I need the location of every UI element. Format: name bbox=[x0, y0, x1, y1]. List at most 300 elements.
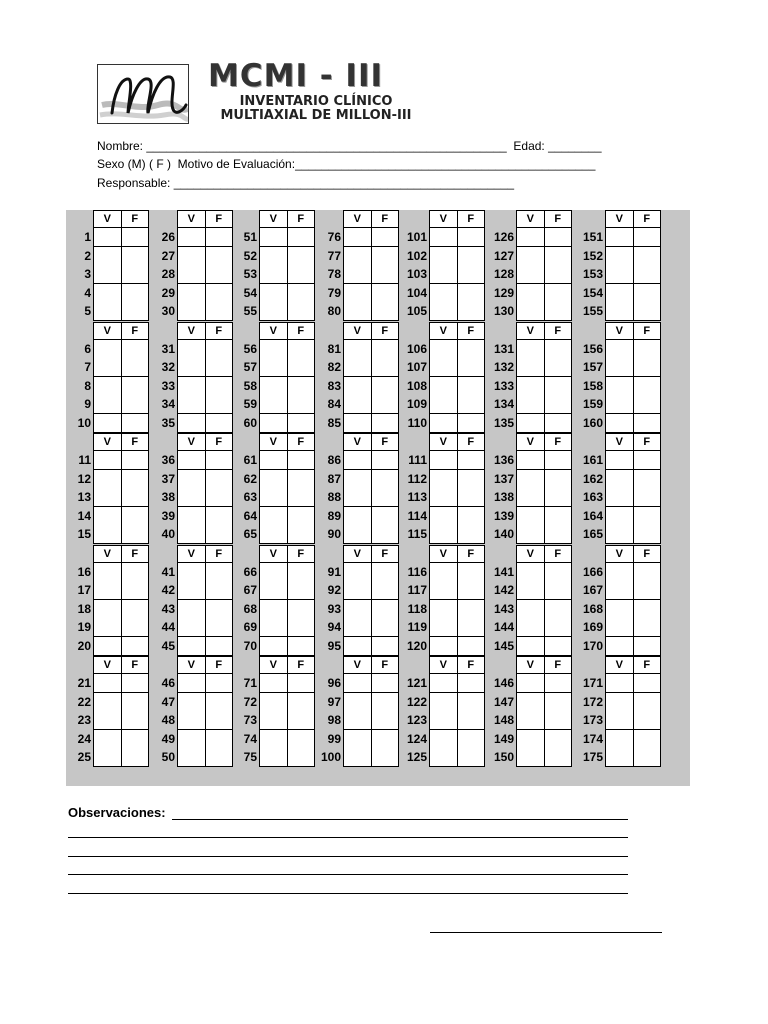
answer-box-v[interactable] bbox=[430, 340, 457, 358]
answer-box-v[interactable] bbox=[517, 247, 544, 265]
answer-box-v[interactable] bbox=[344, 693, 371, 711]
answer-box-v[interactable] bbox=[517, 451, 544, 469]
answer-box-f[interactable] bbox=[633, 600, 661, 618]
answer-box-v[interactable] bbox=[178, 581, 205, 599]
answer-box-f[interactable] bbox=[633, 488, 661, 506]
answer-box-v[interactable] bbox=[94, 451, 121, 469]
answer-box-v[interactable] bbox=[344, 247, 371, 265]
answer-box-v[interactable] bbox=[260, 637, 287, 655]
answer-box-v[interactable] bbox=[430, 711, 457, 729]
answer-box-v[interactable] bbox=[344, 563, 371, 581]
item-number: 49 bbox=[161, 731, 175, 746]
answer-box-f[interactable] bbox=[544, 563, 572, 581]
answer-box-v[interactable] bbox=[517, 730, 544, 748]
answer-box-v[interactable] bbox=[606, 488, 633, 506]
answer-box-v[interactable] bbox=[344, 284, 371, 302]
answer-box-v[interactable] bbox=[344, 600, 371, 618]
item-number: 141 bbox=[493, 564, 514, 579]
answer-box-v[interactable] bbox=[430, 600, 457, 618]
answer-box-v[interactable] bbox=[430, 247, 457, 265]
answer-box-v[interactable] bbox=[430, 414, 457, 432]
column-v-label: V bbox=[187, 324, 195, 337]
answer-box-v[interactable] bbox=[517, 284, 544, 302]
answer-box-v[interactable] bbox=[517, 395, 544, 413]
answer-box-v[interactable] bbox=[178, 284, 205, 302]
item-number: 28 bbox=[161, 267, 175, 281]
answer-box-f[interactable] bbox=[544, 395, 572, 413]
answer-box-v[interactable] bbox=[606, 302, 633, 320]
answer-box-v[interactable] bbox=[178, 618, 205, 636]
answer-box-v[interactable] bbox=[344, 488, 371, 506]
answer-box-v[interactable] bbox=[517, 302, 544, 320]
answer-box-v[interactable] bbox=[517, 637, 544, 655]
answer-box-v[interactable] bbox=[260, 581, 287, 599]
vf-header bbox=[429, 656, 485, 674]
answer-box-v[interactable] bbox=[430, 284, 457, 302]
item-number: 165 bbox=[582, 527, 603, 541]
answer-box-v[interactable] bbox=[178, 358, 205, 376]
answer-box-v[interactable] bbox=[260, 488, 287, 506]
answer-box-v[interactable] bbox=[344, 395, 371, 413]
answer-box-v[interactable] bbox=[430, 693, 457, 711]
answer-row bbox=[343, 730, 399, 749]
answer-box-v[interactable] bbox=[517, 525, 544, 543]
answer-row bbox=[429, 600, 485, 619]
answer-box-v[interactable] bbox=[430, 265, 457, 283]
vf-header bbox=[177, 656, 233, 674]
answer-box-v[interactable] bbox=[94, 600, 121, 618]
answer-box-f[interactable] bbox=[544, 637, 572, 655]
answer-box-f[interactable] bbox=[544, 358, 572, 376]
observations-line[interactable] bbox=[68, 837, 628, 838]
answer-box-v[interactable] bbox=[517, 340, 544, 358]
answer-box-f[interactable] bbox=[633, 451, 661, 469]
answer-box-v[interactable] bbox=[344, 581, 371, 599]
answer-box-v[interactable] bbox=[606, 693, 633, 711]
answer-row bbox=[605, 340, 661, 359]
answer-box-v[interactable] bbox=[178, 507, 205, 525]
column-f-label: F bbox=[121, 211, 149, 227]
column-v-label: V bbox=[615, 213, 623, 225]
answer-box-v[interactable] bbox=[94, 414, 121, 432]
answer-box-v[interactable] bbox=[94, 581, 121, 599]
answer-box-f[interactable] bbox=[633, 395, 661, 413]
answer-box-v[interactable] bbox=[94, 470, 121, 488]
answer-box-v[interactable] bbox=[606, 377, 633, 395]
answer-box-f[interactable] bbox=[633, 302, 661, 320]
answer-box-v[interactable] bbox=[344, 711, 371, 729]
answer-box-v[interactable] bbox=[430, 228, 457, 246]
answer-box-f[interactable] bbox=[633, 340, 661, 358]
logo-mark bbox=[98, 65, 189, 124]
answer-box-v[interactable] bbox=[260, 377, 287, 395]
answer-box-v[interactable] bbox=[94, 247, 121, 265]
answer-box-v[interactable] bbox=[517, 581, 544, 599]
answer-box-v[interactable] bbox=[178, 228, 205, 246]
answer-box-v[interactable] bbox=[430, 563, 457, 581]
answer-box-v[interactable] bbox=[344, 358, 371, 376]
answer-box-f[interactable] bbox=[544, 674, 572, 692]
logo bbox=[97, 64, 189, 124]
answer-box-f[interactable] bbox=[633, 693, 661, 711]
item-number: 40 bbox=[161, 527, 175, 541]
answer-box-v[interactable] bbox=[344, 507, 371, 525]
answer-box-v[interactable] bbox=[94, 265, 121, 283]
answer-box-f[interactable] bbox=[544, 693, 572, 711]
answer-box-f[interactable] bbox=[633, 470, 661, 488]
item-number: 1 bbox=[84, 230, 91, 244]
item-number: 129 bbox=[493, 285, 514, 300]
answer-box-f[interactable] bbox=[633, 674, 661, 692]
answer-box-v[interactable] bbox=[178, 302, 205, 320]
answer-box-v[interactable] bbox=[517, 600, 544, 618]
answer-box-f[interactable] bbox=[544, 451, 572, 469]
answer-box-f[interactable] bbox=[633, 377, 661, 395]
answer-row bbox=[429, 507, 485, 526]
answer-box-v[interactable] bbox=[344, 414, 371, 432]
answer-box-v[interactable] bbox=[606, 507, 633, 525]
item-number: 150 bbox=[493, 750, 514, 764]
answer-box-f[interactable] bbox=[633, 358, 661, 376]
answer-box-v[interactable] bbox=[94, 711, 121, 729]
answer-box-v[interactable] bbox=[178, 451, 205, 469]
column-f-label: F bbox=[544, 657, 572, 673]
answer-box-f[interactable] bbox=[633, 748, 661, 766]
answer-box-f[interactable] bbox=[633, 507, 661, 525]
answer-box-v[interactable] bbox=[606, 265, 633, 283]
answer-box-v[interactable] bbox=[94, 340, 121, 358]
answer-box-v[interactable] bbox=[94, 284, 121, 302]
answer-box-v[interactable] bbox=[260, 228, 287, 246]
answer-box-v[interactable] bbox=[344, 637, 371, 655]
answer-row bbox=[605, 470, 661, 489]
answer-box-f[interactable] bbox=[544, 581, 572, 599]
item-number: 115 bbox=[407, 527, 427, 541]
answer-box-v[interactable] bbox=[178, 265, 205, 283]
answer-box-v[interactable] bbox=[94, 637, 121, 655]
answer-box-v[interactable] bbox=[260, 395, 287, 413]
answer-box-v[interactable] bbox=[517, 228, 544, 246]
answer-box-f[interactable] bbox=[633, 284, 661, 302]
observations-line[interactable] bbox=[172, 819, 628, 820]
answer-box-v[interactable] bbox=[430, 507, 457, 525]
answer-box-v[interactable] bbox=[178, 674, 205, 692]
answer-box-v[interactable] bbox=[517, 507, 544, 525]
column-v-label: V bbox=[103, 547, 111, 560]
answer-box-v[interactable] bbox=[260, 618, 287, 636]
observations-line[interactable] bbox=[68, 874, 628, 875]
observations-label: Observaciones: bbox=[68, 805, 166, 820]
item-number: 2 bbox=[84, 248, 91, 263]
responsible-field[interactable]: Responsable: ___________________________________________________ bbox=[97, 176, 515, 190]
item-number: 140 bbox=[493, 527, 514, 541]
vf-header bbox=[343, 545, 399, 563]
answer-box-f[interactable] bbox=[544, 284, 572, 302]
answer-box-f[interactable] bbox=[633, 730, 661, 748]
answer-box-v[interactable] bbox=[430, 488, 457, 506]
answer-box-v[interactable] bbox=[260, 600, 287, 618]
answer-row bbox=[429, 637, 485, 656]
answer-box-v[interactable] bbox=[178, 563, 205, 581]
answer-row bbox=[429, 265, 485, 284]
item-number: 74 bbox=[243, 731, 257, 746]
answer-box-v[interactable] bbox=[260, 265, 287, 283]
answer-box-v[interactable] bbox=[430, 451, 457, 469]
answer-box-v[interactable] bbox=[430, 395, 457, 413]
answer-box-v[interactable] bbox=[344, 730, 371, 748]
answer-box-v[interactable] bbox=[260, 730, 287, 748]
answer-box-v[interactable] bbox=[606, 228, 633, 246]
answer-box-v[interactable] bbox=[517, 265, 544, 283]
item-number: 30 bbox=[161, 304, 175, 318]
answer-box-v[interactable] bbox=[260, 284, 287, 302]
answer-box-f[interactable] bbox=[633, 711, 661, 729]
answer-box-f[interactable] bbox=[544, 488, 572, 506]
column-v-label: V bbox=[353, 324, 361, 337]
answer-box-v[interactable] bbox=[606, 600, 633, 618]
answer-box-f[interactable] bbox=[633, 563, 661, 581]
item-number: 100 bbox=[320, 750, 341, 764]
answer-box-v[interactable] bbox=[260, 340, 287, 358]
answer-box-v[interactable] bbox=[517, 748, 544, 766]
answer-box-v[interactable] bbox=[260, 507, 287, 525]
answer-box-v[interactable] bbox=[606, 451, 633, 469]
answer-box-v[interactable] bbox=[94, 748, 121, 766]
answer-box-v[interactable] bbox=[178, 377, 205, 395]
vf-header bbox=[605, 210, 661, 228]
answer-box-v[interactable] bbox=[94, 563, 121, 581]
answer-box-v[interactable] bbox=[94, 395, 121, 413]
answer-box-v[interactable] bbox=[178, 730, 205, 748]
answer-box-v[interactable] bbox=[517, 674, 544, 692]
answer-box-v[interactable] bbox=[178, 693, 205, 711]
item-number: 69 bbox=[243, 620, 257, 634]
answer-row bbox=[516, 340, 572, 359]
item-number: 107 bbox=[406, 360, 427, 374]
answer-box-v[interactable] bbox=[178, 637, 205, 655]
answer-box-v[interactable] bbox=[94, 618, 121, 636]
answer-box-v[interactable] bbox=[260, 414, 287, 432]
item-number: 132 bbox=[493, 360, 514, 374]
answer-box-v[interactable] bbox=[606, 247, 633, 265]
answer-box-v[interactable] bbox=[606, 730, 633, 748]
answer-box-f[interactable] bbox=[633, 581, 661, 599]
answer-box-v[interactable] bbox=[178, 395, 205, 413]
answer-box-f[interactable] bbox=[544, 340, 572, 358]
signature-line[interactable] bbox=[430, 932, 662, 933]
answer-box-f[interactable] bbox=[544, 618, 572, 636]
answer-box-v[interactable] bbox=[344, 470, 371, 488]
answer-box-v[interactable] bbox=[606, 340, 633, 358]
answer-box-v[interactable] bbox=[94, 302, 121, 320]
answer-box-v[interactable] bbox=[606, 748, 633, 766]
answer-grid bbox=[66, 210, 690, 786]
answer-box-v[interactable] bbox=[344, 340, 371, 358]
answer-box-v[interactable] bbox=[430, 674, 457, 692]
answer-box-v[interactable] bbox=[430, 377, 457, 395]
vf-header bbox=[177, 210, 233, 228]
answer-box-v[interactable] bbox=[344, 377, 371, 395]
item-number: 116 bbox=[407, 564, 427, 579]
answer-box-v[interactable] bbox=[260, 748, 287, 766]
answer-box-f[interactable] bbox=[544, 711, 572, 729]
answer-box-v[interactable] bbox=[430, 618, 457, 636]
answer-box-v[interactable] bbox=[178, 470, 205, 488]
column-v-label: V bbox=[353, 659, 361, 671]
answer-box-v[interactable] bbox=[430, 470, 457, 488]
vf-header bbox=[259, 322, 315, 340]
answer-box-v[interactable] bbox=[178, 340, 205, 358]
answer-box-v[interactable] bbox=[260, 470, 287, 488]
observations-line[interactable] bbox=[68, 893, 628, 894]
answer-box-v[interactable] bbox=[178, 414, 205, 432]
answer-box-v[interactable] bbox=[344, 451, 371, 469]
answer-box-f[interactable] bbox=[544, 748, 572, 766]
answer-box-f[interactable] bbox=[544, 302, 572, 320]
item-number: 23 bbox=[77, 713, 91, 727]
answer-row bbox=[343, 414, 399, 433]
answer-box-v[interactable] bbox=[344, 618, 371, 636]
answer-box-v[interactable] bbox=[517, 377, 544, 395]
answer-box-v[interactable] bbox=[517, 358, 544, 376]
name-age-field[interactable]: Nombre: ______________________________________________________ Edad: ________ bbox=[97, 139, 602, 153]
column-f-label: F bbox=[205, 546, 233, 562]
answer-box-v[interactable] bbox=[430, 525, 457, 543]
answer-row bbox=[605, 247, 661, 266]
answer-box-v[interactable] bbox=[344, 674, 371, 692]
item-number: 47 bbox=[161, 694, 175, 709]
item-number: 44 bbox=[161, 620, 175, 634]
answer-box-f[interactable] bbox=[544, 265, 572, 283]
answer-box-v[interactable] bbox=[517, 711, 544, 729]
answer-box-v[interactable] bbox=[517, 693, 544, 711]
answer-row bbox=[429, 563, 485, 582]
answer-box-v[interactable] bbox=[94, 525, 121, 543]
observations-line[interactable] bbox=[68, 856, 628, 857]
item-number: 159 bbox=[582, 397, 603, 411]
answer-box-f[interactable] bbox=[544, 377, 572, 395]
answer-box-v[interactable] bbox=[430, 637, 457, 655]
answer-box-v[interactable] bbox=[430, 581, 457, 599]
column-v-label: V bbox=[615, 547, 623, 560]
answer-row bbox=[429, 618, 485, 637]
answer-box-v[interactable] bbox=[606, 563, 633, 581]
answer-box-v[interactable] bbox=[178, 600, 205, 618]
answer-box-v[interactable] bbox=[344, 302, 371, 320]
answer-box-v[interactable] bbox=[344, 748, 371, 766]
answer-box-v[interactable] bbox=[178, 711, 205, 729]
answer-box-v[interactable] bbox=[178, 488, 205, 506]
answer-box-f[interactable] bbox=[633, 228, 661, 246]
answer-box-f[interactable] bbox=[544, 470, 572, 488]
answer-box-f[interactable] bbox=[544, 414, 572, 432]
answer-box-v[interactable] bbox=[517, 414, 544, 432]
answer-box-v[interactable] bbox=[606, 395, 633, 413]
answer-box-v[interactable] bbox=[606, 711, 633, 729]
answer-box-v[interactable] bbox=[94, 228, 121, 246]
item-number: 117 bbox=[407, 583, 427, 597]
answer-box-v[interactable] bbox=[606, 284, 633, 302]
answer-box-v[interactable] bbox=[606, 414, 633, 432]
answer-box-v[interactable] bbox=[517, 618, 544, 636]
answer-box-v[interactable] bbox=[430, 302, 457, 320]
answer-box-v[interactable] bbox=[94, 693, 121, 711]
answer-box-v[interactable] bbox=[430, 730, 457, 748]
answer-box-v[interactable] bbox=[178, 525, 205, 543]
answer-box-f[interactable] bbox=[544, 730, 572, 748]
answer-box-v[interactable] bbox=[260, 693, 287, 711]
answer-box-v[interactable] bbox=[606, 637, 633, 655]
answer-box-v[interactable] bbox=[260, 525, 287, 543]
item-number: 101 bbox=[406, 230, 427, 244]
answer-box-v[interactable] bbox=[260, 711, 287, 729]
item-number: 45 bbox=[161, 638, 175, 653]
item-number: 48 bbox=[161, 713, 175, 727]
answer-box-v[interactable] bbox=[517, 470, 544, 488]
answer-box-f[interactable] bbox=[633, 265, 661, 283]
answer-box-v[interactable] bbox=[260, 247, 287, 265]
answer-row bbox=[429, 302, 485, 321]
answer-box-v[interactable] bbox=[94, 377, 121, 395]
answer-box-f[interactable] bbox=[633, 637, 661, 655]
answer-box-v[interactable] bbox=[260, 358, 287, 376]
answer-box-v[interactable] bbox=[260, 302, 287, 320]
answer-box-v[interactable] bbox=[178, 748, 205, 766]
item-number: 170 bbox=[582, 638, 603, 653]
answer-box-v[interactable] bbox=[94, 507, 121, 525]
answer-box-v[interactable] bbox=[606, 525, 633, 543]
answer-box-v[interactable] bbox=[606, 470, 633, 488]
answer-box-f[interactable] bbox=[544, 247, 572, 265]
answer-box-f[interactable] bbox=[544, 228, 572, 246]
item-number: 11 bbox=[78, 453, 91, 467]
answer-box-f[interactable] bbox=[544, 507, 572, 525]
answer-box-v[interactable] bbox=[344, 228, 371, 246]
answer-box-v[interactable] bbox=[606, 674, 633, 692]
answer-box-v[interactable] bbox=[606, 581, 633, 599]
answer-row bbox=[605, 451, 661, 470]
answer-box-v[interactable] bbox=[178, 247, 205, 265]
answer-box-v[interactable] bbox=[260, 563, 287, 581]
item-number: 138 bbox=[493, 490, 514, 504]
answer-box-f[interactable] bbox=[544, 525, 572, 543]
answer-box-v[interactable] bbox=[344, 525, 371, 543]
answer-box-v[interactable] bbox=[260, 451, 287, 469]
answer-box-v[interactable] bbox=[94, 674, 121, 692]
item-number: 3 bbox=[84, 267, 91, 281]
answer-box-v[interactable] bbox=[94, 488, 121, 506]
answer-box-v[interactable] bbox=[344, 265, 371, 283]
answer-box-v[interactable] bbox=[260, 674, 287, 692]
answer-box-v[interactable] bbox=[606, 358, 633, 376]
answer-row bbox=[605, 525, 661, 544]
column-f-label: F bbox=[287, 657, 315, 673]
answer-box-f[interactable] bbox=[633, 414, 661, 432]
answer-box-v[interactable] bbox=[430, 748, 457, 766]
answer-box-f[interactable] bbox=[544, 600, 572, 618]
answer-box-f[interactable] bbox=[633, 525, 661, 543]
answer-box-v[interactable] bbox=[94, 730, 121, 748]
item-number: 82 bbox=[327, 360, 341, 374]
answer-box-v[interactable] bbox=[430, 358, 457, 376]
answer-box-f[interactable] bbox=[633, 618, 661, 636]
answer-box-v[interactable] bbox=[517, 563, 544, 581]
answer-box-v[interactable] bbox=[517, 488, 544, 506]
answer-box-v[interactable] bbox=[94, 358, 121, 376]
sex-motive-field[interactable]: Sexo (M) ( F ) Motivo de Evaluación:_____________________________________________ bbox=[97, 157, 596, 171]
answer-box-f[interactable] bbox=[633, 247, 661, 265]
answer-box-v[interactable] bbox=[606, 618, 633, 636]
